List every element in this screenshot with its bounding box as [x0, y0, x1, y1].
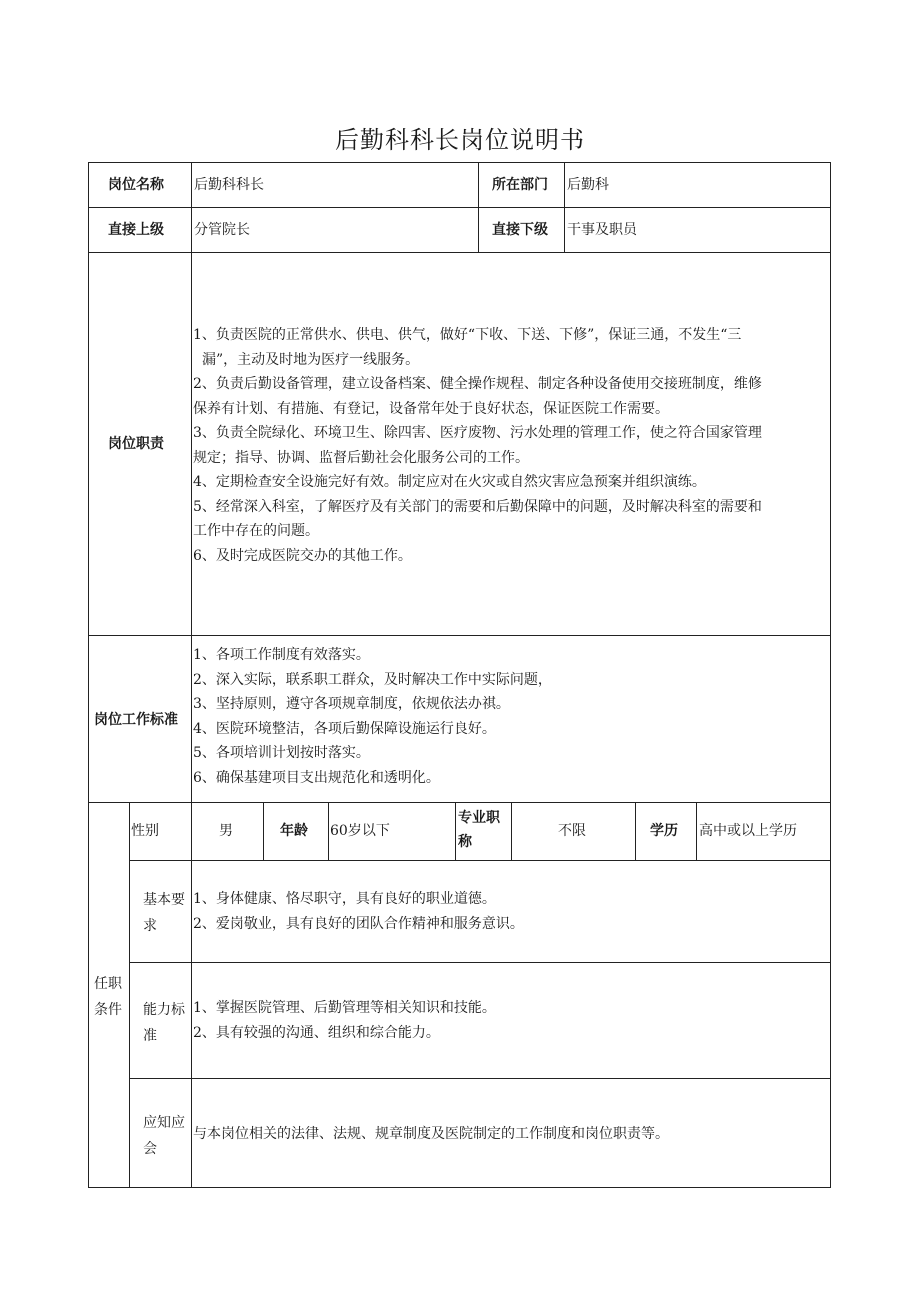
duty-line: 2、负责后勤设备管理，建立设备档案、健全操作规程、制定各种设备使用交接班制度，维修	[193, 376, 762, 392]
duty-line: 5、经常深入科室，了解医疗及有关部门的需要和后勤保障中的问题，及时解决科室的需要和	[193, 498, 762, 515]
duty-line: 4、定期检查安全设施完好有效。制定应对在火灾或自然灾害应急预案并组织演练。	[193, 474, 706, 490]
ability-standard-line: 1、掌握医院管理、后勤管理等相关知识和技能。	[193, 1000, 496, 1016]
basic-requirements-label	[143, 887, 185, 939]
duty-line: 漏”，主动及时地为医疗一线服务。	[202, 351, 420, 368]
professional-title-label	[458, 806, 500, 854]
duty-line: 保养有计划、有措施、有登记，设备常年处于良好状态，保证医院工作需要。	[193, 400, 669, 417]
required-knowledge-line: 与本岗位相关的法律、法规、规章制度及医院制定的工作制度和岗位职责等。	[193, 1126, 669, 1142]
basic-requirements-label-line: 求	[143, 918, 157, 934]
standards-list	[193, 643, 825, 790]
ability-standard-line: 2、具有较强的沟通、组织和综合能力。	[193, 1024, 440, 1041]
professional-title-value: 不限	[558, 823, 586, 839]
position-name-value: 后勤科科长	[194, 177, 264, 193]
direct-superior-value: 分管院长	[194, 222, 250, 238]
gender-value: 男	[219, 823, 233, 839]
professional-title-label-line: 专业职	[458, 810, 500, 826]
duty-line: 工作中存在的问题。	[193, 523, 319, 539]
duty-line: 6、及时完成医院交办的其他工作。	[193, 547, 412, 564]
required-knowledge-text	[193, 1122, 825, 1147]
direct-subordinate-value: 干事及职员	[567, 222, 637, 238]
required-knowledge-label	[143, 1110, 185, 1162]
document-title: 后勤科科长岗位说明书	[335, 126, 585, 154]
standard-line: 1、各项工作制度有效落实。	[193, 647, 370, 663]
standard-line: 2、深入实际，联系职工群众，及时解决工作中实际问题，	[193, 671, 552, 688]
basic-requirements-label-line: 基本要	[143, 892, 185, 908]
standard-line: 5、各项培训计划按时落实。	[193, 745, 370, 761]
education-label: 学历	[650, 823, 678, 839]
qualification-label-line: 任职	[94, 976, 122, 992]
direct-subordinate-label: 直接下级	[492, 222, 548, 238]
basic-requirements-list	[193, 887, 825, 936]
ability-standards-label-line: 准	[143, 1028, 157, 1044]
duties-label: 岗位职责	[108, 436, 164, 452]
ability-standards-label-line: 能力标	[143, 1002, 185, 1018]
ability-standards-label	[143, 997, 185, 1049]
standard-line: 3、坚持原则，遵守各项规章制度，依规依法办祺。	[193, 696, 510, 712]
position-name-label: 岗位名称	[108, 177, 164, 193]
duties-list	[193, 323, 825, 568]
standards-label: 岗位工作标准	[94, 712, 178, 728]
professional-title-label-line: 称	[458, 834, 472, 850]
standard-line: 6、确保基建项目支出规范化和透明化。	[193, 769, 440, 786]
age-value: 60岁以下	[330, 823, 390, 839]
ability-standards-list	[193, 996, 825, 1045]
department-value: 后勤科	[567, 177, 609, 193]
qualification-label-line: 条件	[94, 1002, 122, 1018]
education-value: 高中或以上学历	[699, 823, 797, 839]
basic-requirement-line: 1、身体健康、恪尽职守，具有良好的职业道德。	[193, 891, 496, 907]
direct-superior-label: 直接上级	[108, 222, 164, 238]
department-label: 所在部门	[492, 177, 548, 193]
age-label: 年龄	[280, 823, 308, 839]
duty-line: 规定；指导、协调、监督后勤社会化服务公司的工作。	[193, 449, 529, 466]
duty-line: 1、负责医院的正常供水、供电、供气，做好“下收、下送、下修”，保证三通，不发生“三	[193, 327, 742, 343]
standard-line: 4、医院环境整洁，各项后勤保障设施运行良好。	[193, 720, 496, 737]
duty-line: 3、负责全院绿化、环境卫生、除四害、医疗废物、污水处理的管理工作，使之符合国家管理	[193, 425, 762, 441]
gender-label: 性别	[131, 823, 159, 839]
basic-requirement-line: 2、爱岗敬业，具有良好的团队合作精神和服务意识。	[193, 915, 524, 932]
required-knowledge-label-line: 应知应	[143, 1115, 185, 1131]
qualification-label	[94, 971, 126, 1023]
required-knowledge-label-line: 会	[143, 1141, 157, 1157]
